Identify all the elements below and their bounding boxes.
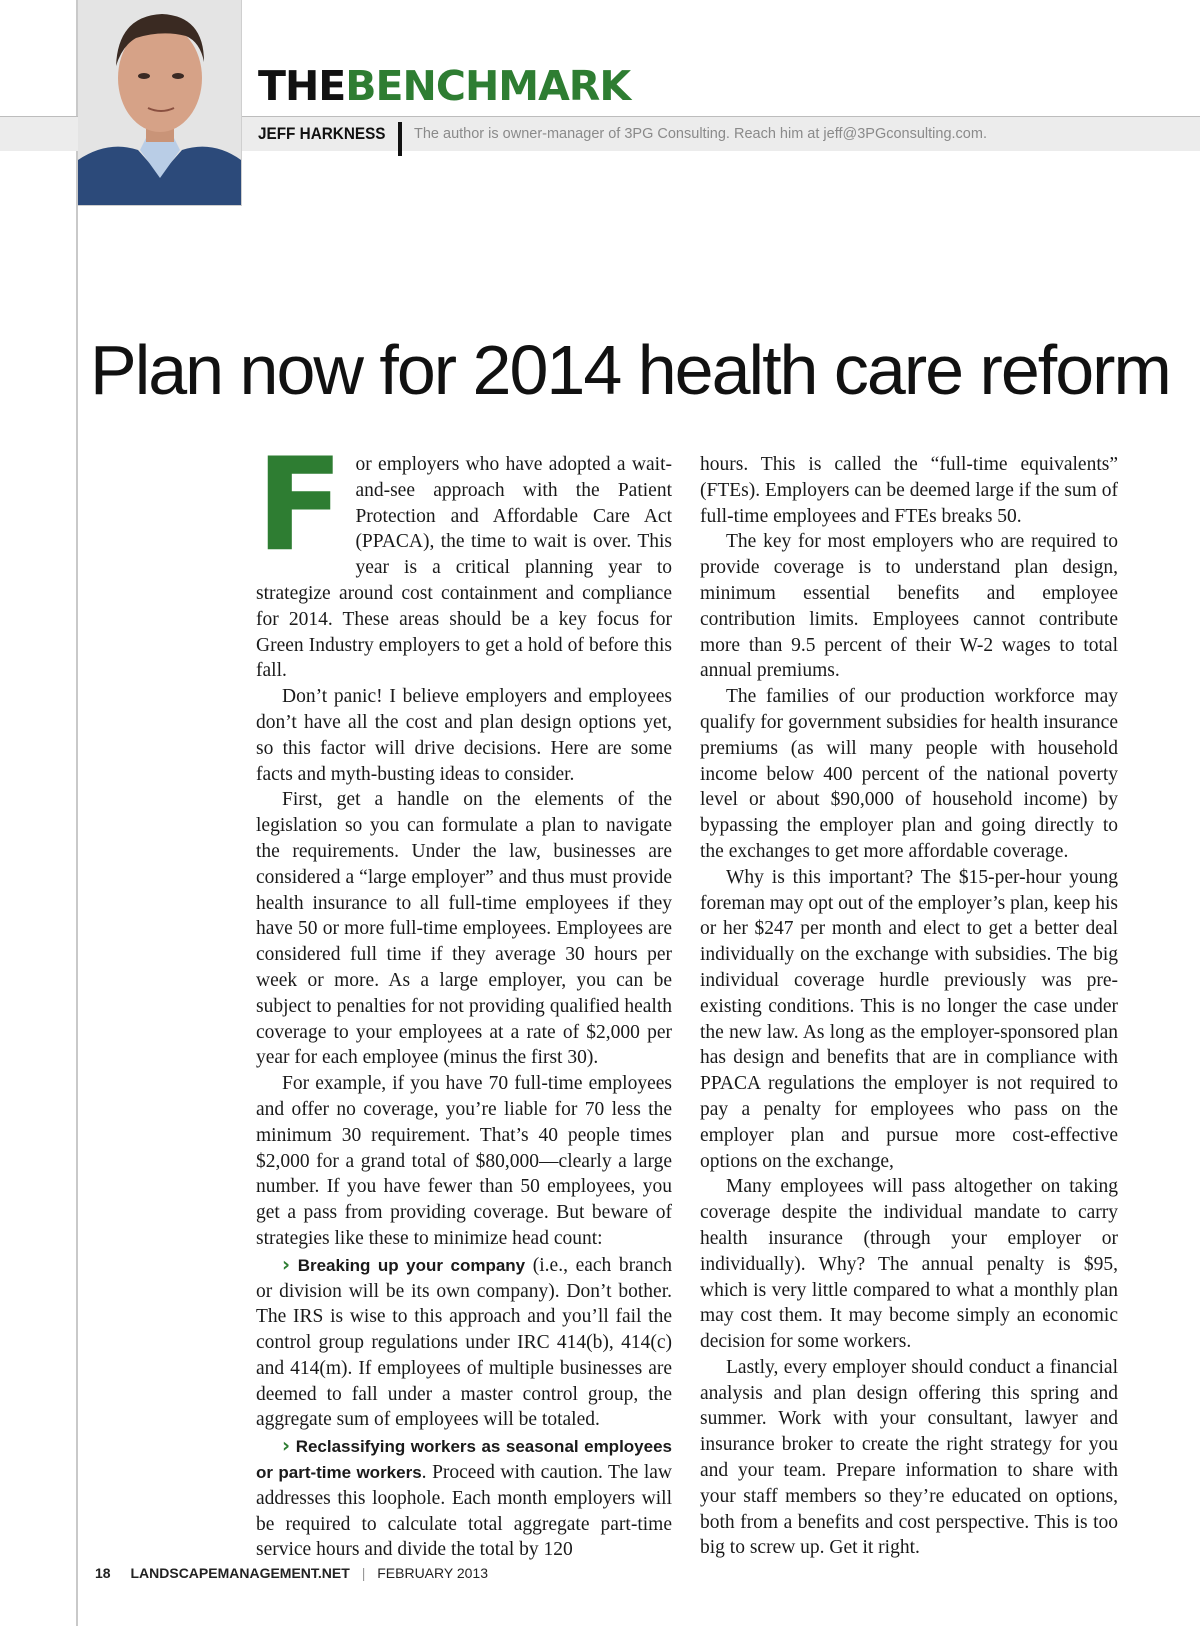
paragraph: Why is this important? The $15-per-hour young foreman may opt out of the employer’s plan, keep his or her $247 per month and elect to get a better deal individually on the exchange with subsidies. The big individual coverage hurdle previously was pre-existing conditions. This is no longer the case under the new law. As long as the employer-sponsored plan has design and benefits that are in compliance with PPACA regulations the employer is not required to pay a penalty for employees who pass on the employer plan and pursue more cost-effective options on the exchange,: [700, 866, 1118, 1172]
author-divider: [398, 122, 402, 156]
section-kicker: [258, 62, 631, 110]
bullet-lead: Reclassifying workers as seasonal employees or part-time workers: [256, 1437, 672, 1483]
paragraph: The families of our production workforce may qualify for government subsidies for health insurance premiums (as will many people with household income below 400 percent of the national poverty level or about $90,000 of household income) by bypassing the employer plan and going directly to the exchanges to get more affordable coverage.: [700, 686, 1118, 862]
body-column-left: [256, 431, 672, 1563]
paragraph: Don’t panic! I believe employers and employees don’t have all the cost and plan design options yet, so this factor will drive decisions. Here are some facts and myth-busting ideas to consider.: [256, 686, 672, 785]
paragraph: First, get a handle on the elements of the legislation so you can formulate a plan to navigate the requirements. Under the law, businesses are considered a “large employer” and thus must provide health insurance to all full-time employees if they have 50 or more full-time employees. Employees are considered full time if they average 30 hours per week or more. As a large employer, you can be subject to penalties for not providing qualified health coverage to your employees at a rate of $2,000 per year for each employee (minus the first 30).: [256, 789, 672, 1069]
page-margin-rule: [76, 0, 78, 1626]
chevron-right-icon: ›: [282, 1434, 291, 1458]
paragraph: Lastly, every employer should conduct a financial analysis and plan design offering this spring and summer. Work with your consultant, lawyer and insurance broker to create the right strategy for you and your team. Prepare information to share with your staff members so they’re educated on options, both from a benefits and cost perspective. This is too big to screw up. Get it right.: [700, 1356, 1118, 1559]
paragraph: Many employees will pass altogether on taking coverage despite the individual mandate to carry health insurance (through your employer or individually). Why? The annual penalty is $95, which is very little compared to what a monthly plan may cost them. It may become simply an economic decision for some workers.: [700, 1176, 1118, 1353]
paragraph: hours. This is called the “full-time equivalents” (FTEs). Employers can be deemed large if the sum of full-time employees and FTEs breaks 50.: [700, 454, 1118, 527]
paragraph: For example, if you have 70 full-time employees and offer no coverage, you’re liable for 70 less the minimum 30 requirement. That’s 40 people times $2,000 for a grand total of $80,000—clearly a large number. If you have fewer than 50 employees, you get a pass from providing coverage. But beware of strategies like these to minimize head count:: [256, 1073, 672, 1249]
footer-date: FEBRUARY 2013: [377, 1565, 488, 1581]
bullet-paragraph: [256, 1433, 672, 1563]
author-bio: The author is owner-manager of 3PG Consulting. Reach him at jeff@3PGconsulting.com.: [414, 126, 987, 142]
bullet-text: . Proceed with caution. The law addresses this loophole. Each month employers will be required to calculate total aggregate part-time service hours and divide the total by 120: [256, 1462, 672, 1561]
author-name: JEFF HARKNESS: [258, 124, 386, 143]
footer-site: LANDSCAPEMANAGEMENT.NET: [130, 1565, 350, 1581]
paragraph: The key for most employers who are required to provide coverage is to understand plan design, minimum essential benefits and employee contribution limits. Employees cannot contribute more than 9.5 percent of their W-2 wages to total annual premiums.: [700, 531, 1118, 682]
body-column-right: [700, 452, 1118, 1561]
drop-cap: F: [256, 431, 344, 580]
bullet-text: (i.e., each branch or division will be its own company). Don’t bother. The IRS is wise to this approach and you’ll fail the control group regulations under IRC 414(b), 414(c) and 414(m). If employees of multiple businesses are deemed to fall under a master control group, the aggregate sum of employees will be totaled.: [256, 1254, 672, 1431]
chevron-right-icon: ›: [282, 1252, 291, 1276]
bullet-lead: Breaking up your company: [297, 1255, 526, 1275]
page-number: 18: [95, 1565, 111, 1581]
bullet-paragraph: [256, 1252, 672, 1434]
kicker-the: THE: [258, 62, 346, 110]
kicker-benchmark: BENCHMARK: [345, 62, 631, 110]
page-footer: [95, 1565, 488, 1581]
article-headline: Plan now for 2014 health care reform: [90, 331, 1170, 409]
paragraph: [256, 431, 672, 684]
footer-separator: |: [361, 1565, 366, 1581]
author-photo: [78, 0, 242, 206]
paragraph-text: or employers who have adopted a wait-and-see approach with the Patient Protection and Affordable Care Act (PPACA), the time to wait is over. This year is a critical planning year to strategize around cost containment and compliance for 2014. These areas should be a key focus for Green Industry employers to get a hold of before this fall.: [256, 454, 672, 682]
